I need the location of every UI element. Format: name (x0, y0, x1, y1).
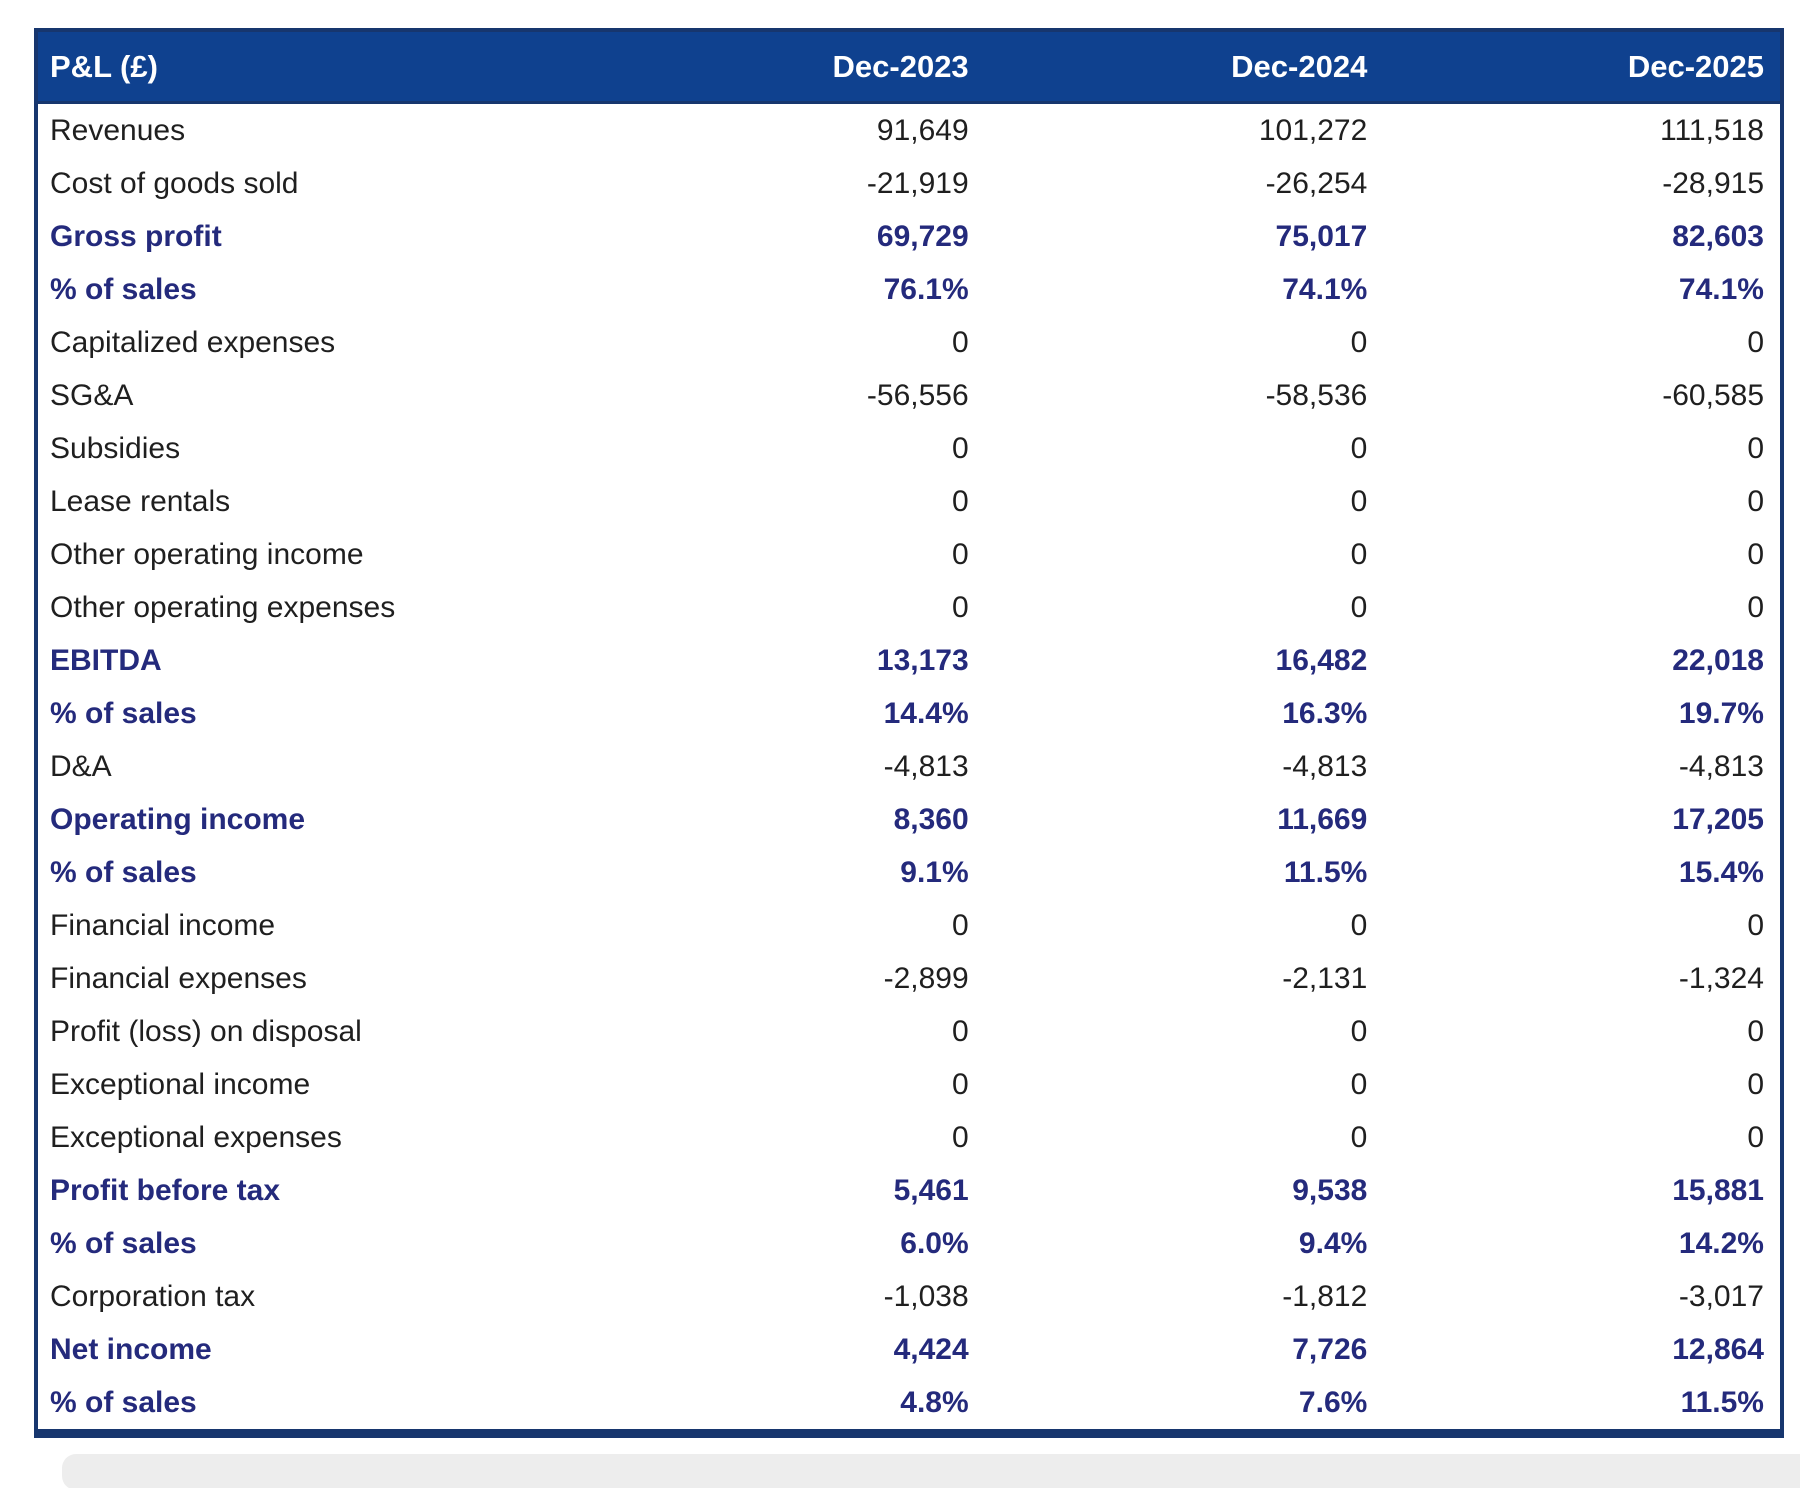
column-header-dec-2023: Dec-2023 (586, 30, 985, 103)
row-label: % of sales (50, 1227, 197, 1260)
table-row (36, 369, 1782, 422)
row-label: SG&A (50, 379, 134, 412)
cell-value: 0 (951, 485, 969, 518)
cell-value: 75,017 (1275, 220, 1368, 253)
cell-value: -1,812 (1282, 1280, 1368, 1313)
row-label: Other operating income (50, 538, 364, 571)
column-header-dec-2024: Dec-2024 (985, 30, 1384, 103)
table-header (36, 30, 1782, 103)
column-header-dec-2025: Dec-2025 (1383, 30, 1782, 103)
table-row (36, 1323, 1782, 1376)
cell-value: 0 (1350, 1121, 1368, 1154)
cell-value: -2,131 (1282, 962, 1368, 995)
cell-value: 19.7% (1678, 697, 1764, 730)
cell-value: 91,649 (876, 114, 969, 147)
cell-value: 8,360 (893, 803, 969, 836)
cell-value: -4,813 (1678, 750, 1764, 783)
cell-value: 6.0% (900, 1227, 969, 1260)
cell-value: 0 (1350, 1015, 1368, 1048)
cell-value: -1,324 (1678, 962, 1764, 995)
table-row (36, 475, 1782, 528)
cell-value: -26,254 (1265, 167, 1368, 200)
cell-value: 11.5% (1283, 856, 1368, 889)
cell-value: 82,603 (1672, 220, 1764, 253)
row-label: Operating income (50, 803, 306, 836)
table-row (36, 740, 1782, 793)
cell-value: 76.1% (883, 273, 969, 306)
cell-value: -4,813 (1282, 750, 1368, 783)
cell-value: 0 (1350, 538, 1368, 571)
cell-value: 111,518 (1660, 114, 1764, 147)
cell-value: 14.4% (883, 697, 969, 730)
cell-value: -2,899 (883, 962, 969, 995)
table-row (36, 1058, 1782, 1111)
cell-value: 0 (1747, 1121, 1764, 1154)
cell-value: -28,915 (1662, 167, 1764, 200)
table-row (36, 793, 1782, 846)
row-label: % of sales (50, 697, 197, 730)
cell-value: 4,424 (893, 1333, 969, 1366)
row-label: Financial income (50, 909, 276, 942)
row-label: Other operating expenses (50, 591, 396, 624)
table-title: P&L (£) (36, 30, 586, 103)
table-row (36, 1376, 1782, 1434)
cell-value: 15,881 (1672, 1174, 1764, 1207)
table-row (36, 263, 1782, 316)
row-label: % of sales (50, 856, 197, 889)
row-label: Exceptional income (50, 1068, 311, 1101)
cell-value: 14.2% (1678, 1227, 1764, 1260)
cell-value: 74.1% (1282, 273, 1368, 306)
row-label: Corporation tax (50, 1280, 256, 1313)
cell-value: 0 (1747, 1015, 1764, 1048)
cell-value: 0 (1747, 538, 1764, 571)
table-row (36, 1164, 1782, 1217)
cell-value: 0 (951, 538, 969, 571)
cell-value: -60,585 (1662, 379, 1764, 412)
row-label: Profit before tax (50, 1174, 281, 1207)
row-label: Financial expenses (50, 962, 307, 995)
cell-value: 9,538 (1292, 1174, 1368, 1207)
cell-value: 12,864 (1672, 1333, 1764, 1366)
cell-value: 17,205 (1672, 803, 1764, 836)
cell-value: 0 (1350, 432, 1368, 465)
pnl-table (34, 28, 1784, 1438)
cell-value: 0 (951, 1068, 969, 1101)
row-label: Lease rentals (50, 485, 231, 518)
cell-value: 16,482 (1275, 644, 1368, 677)
row-label: Net income (50, 1333, 212, 1366)
cell-value: 16.3% (1282, 697, 1368, 730)
table-row (36, 581, 1782, 634)
table-row (36, 1217, 1782, 1270)
cell-value: 22,018 (1672, 644, 1764, 677)
table-row (36, 634, 1782, 687)
cell-value: 0 (951, 326, 969, 359)
cell-value: -1,038 (883, 1280, 969, 1313)
cell-value: 0 (951, 1121, 969, 1154)
cell-value: 0 (951, 1015, 969, 1048)
table-row (36, 1005, 1782, 1058)
row-label: % of sales (50, 1386, 197, 1419)
table-row (36, 846, 1782, 899)
table-body (36, 103, 1782, 1434)
cell-value: 9.1% (900, 856, 969, 889)
cell-value: 11.5% (1680, 1386, 1764, 1419)
row-label: Cost of goods sold (50, 167, 299, 200)
cell-value: 0 (1350, 485, 1368, 518)
cell-value: 5,461 (893, 1174, 969, 1207)
row-label: Exceptional expenses (50, 1121, 342, 1154)
cell-value: 15.4% (1678, 856, 1764, 889)
cell-value: 0 (1350, 591, 1368, 624)
cell-value: 7,726 (1292, 1333, 1368, 1366)
cell-value: -56,556 (866, 379, 969, 412)
cell-value: 0 (1747, 326, 1764, 359)
table-row (36, 687, 1782, 740)
row-label: Capitalized expenses (50, 326, 336, 359)
cell-value: 0 (1747, 485, 1764, 518)
table-row (36, 1270, 1782, 1323)
table-row (36, 103, 1782, 158)
cell-value: 0 (1747, 591, 1764, 624)
row-label: Gross profit (50, 220, 222, 253)
row-label: D&A (50, 750, 112, 783)
row-label: EBITDA (50, 644, 162, 677)
row-label: Subsidies (50, 432, 181, 465)
cell-value: 13,173 (876, 644, 969, 677)
cell-value: -58,536 (1265, 379, 1368, 412)
cell-value: 0 (951, 432, 969, 465)
cell-value: 0 (1747, 909, 1764, 942)
next-section-edge (62, 1454, 1800, 1488)
row-label: Revenues (50, 114, 186, 147)
row-label: % of sales (50, 273, 197, 306)
cell-value: 0 (1350, 326, 1368, 359)
cell-value: 7.6% (1298, 1386, 1368, 1419)
table-row (36, 210, 1782, 263)
cell-value: -3,017 (1678, 1280, 1764, 1313)
cell-value: 0 (951, 909, 969, 942)
cell-value: -4,813 (883, 750, 969, 783)
table-row (36, 528, 1782, 581)
row-label: Profit (loss) on disposal (50, 1015, 362, 1048)
cell-value: 0 (951, 591, 969, 624)
table-row (36, 1111, 1782, 1164)
header-row (36, 30, 1782, 103)
cell-value: 11,669 (1277, 803, 1368, 836)
cell-value: 74.1% (1678, 273, 1764, 306)
cell-value: 0 (1350, 909, 1368, 942)
cell-value: 0 (1747, 1068, 1764, 1101)
cell-value: 9.4% (1298, 1227, 1368, 1260)
table-row (36, 952, 1782, 1005)
cell-value: -21,919 (866, 167, 969, 200)
table-row (36, 316, 1782, 369)
cell-value: 69,729 (876, 220, 969, 253)
cell-value: 0 (1350, 1068, 1368, 1101)
cell-value: 0 (1747, 432, 1764, 465)
table-row (36, 157, 1782, 210)
cell-value: 101,272 (1258, 114, 1368, 147)
cell-value: 4.8% (900, 1386, 969, 1419)
table-row (36, 899, 1782, 952)
table-row (36, 422, 1782, 475)
